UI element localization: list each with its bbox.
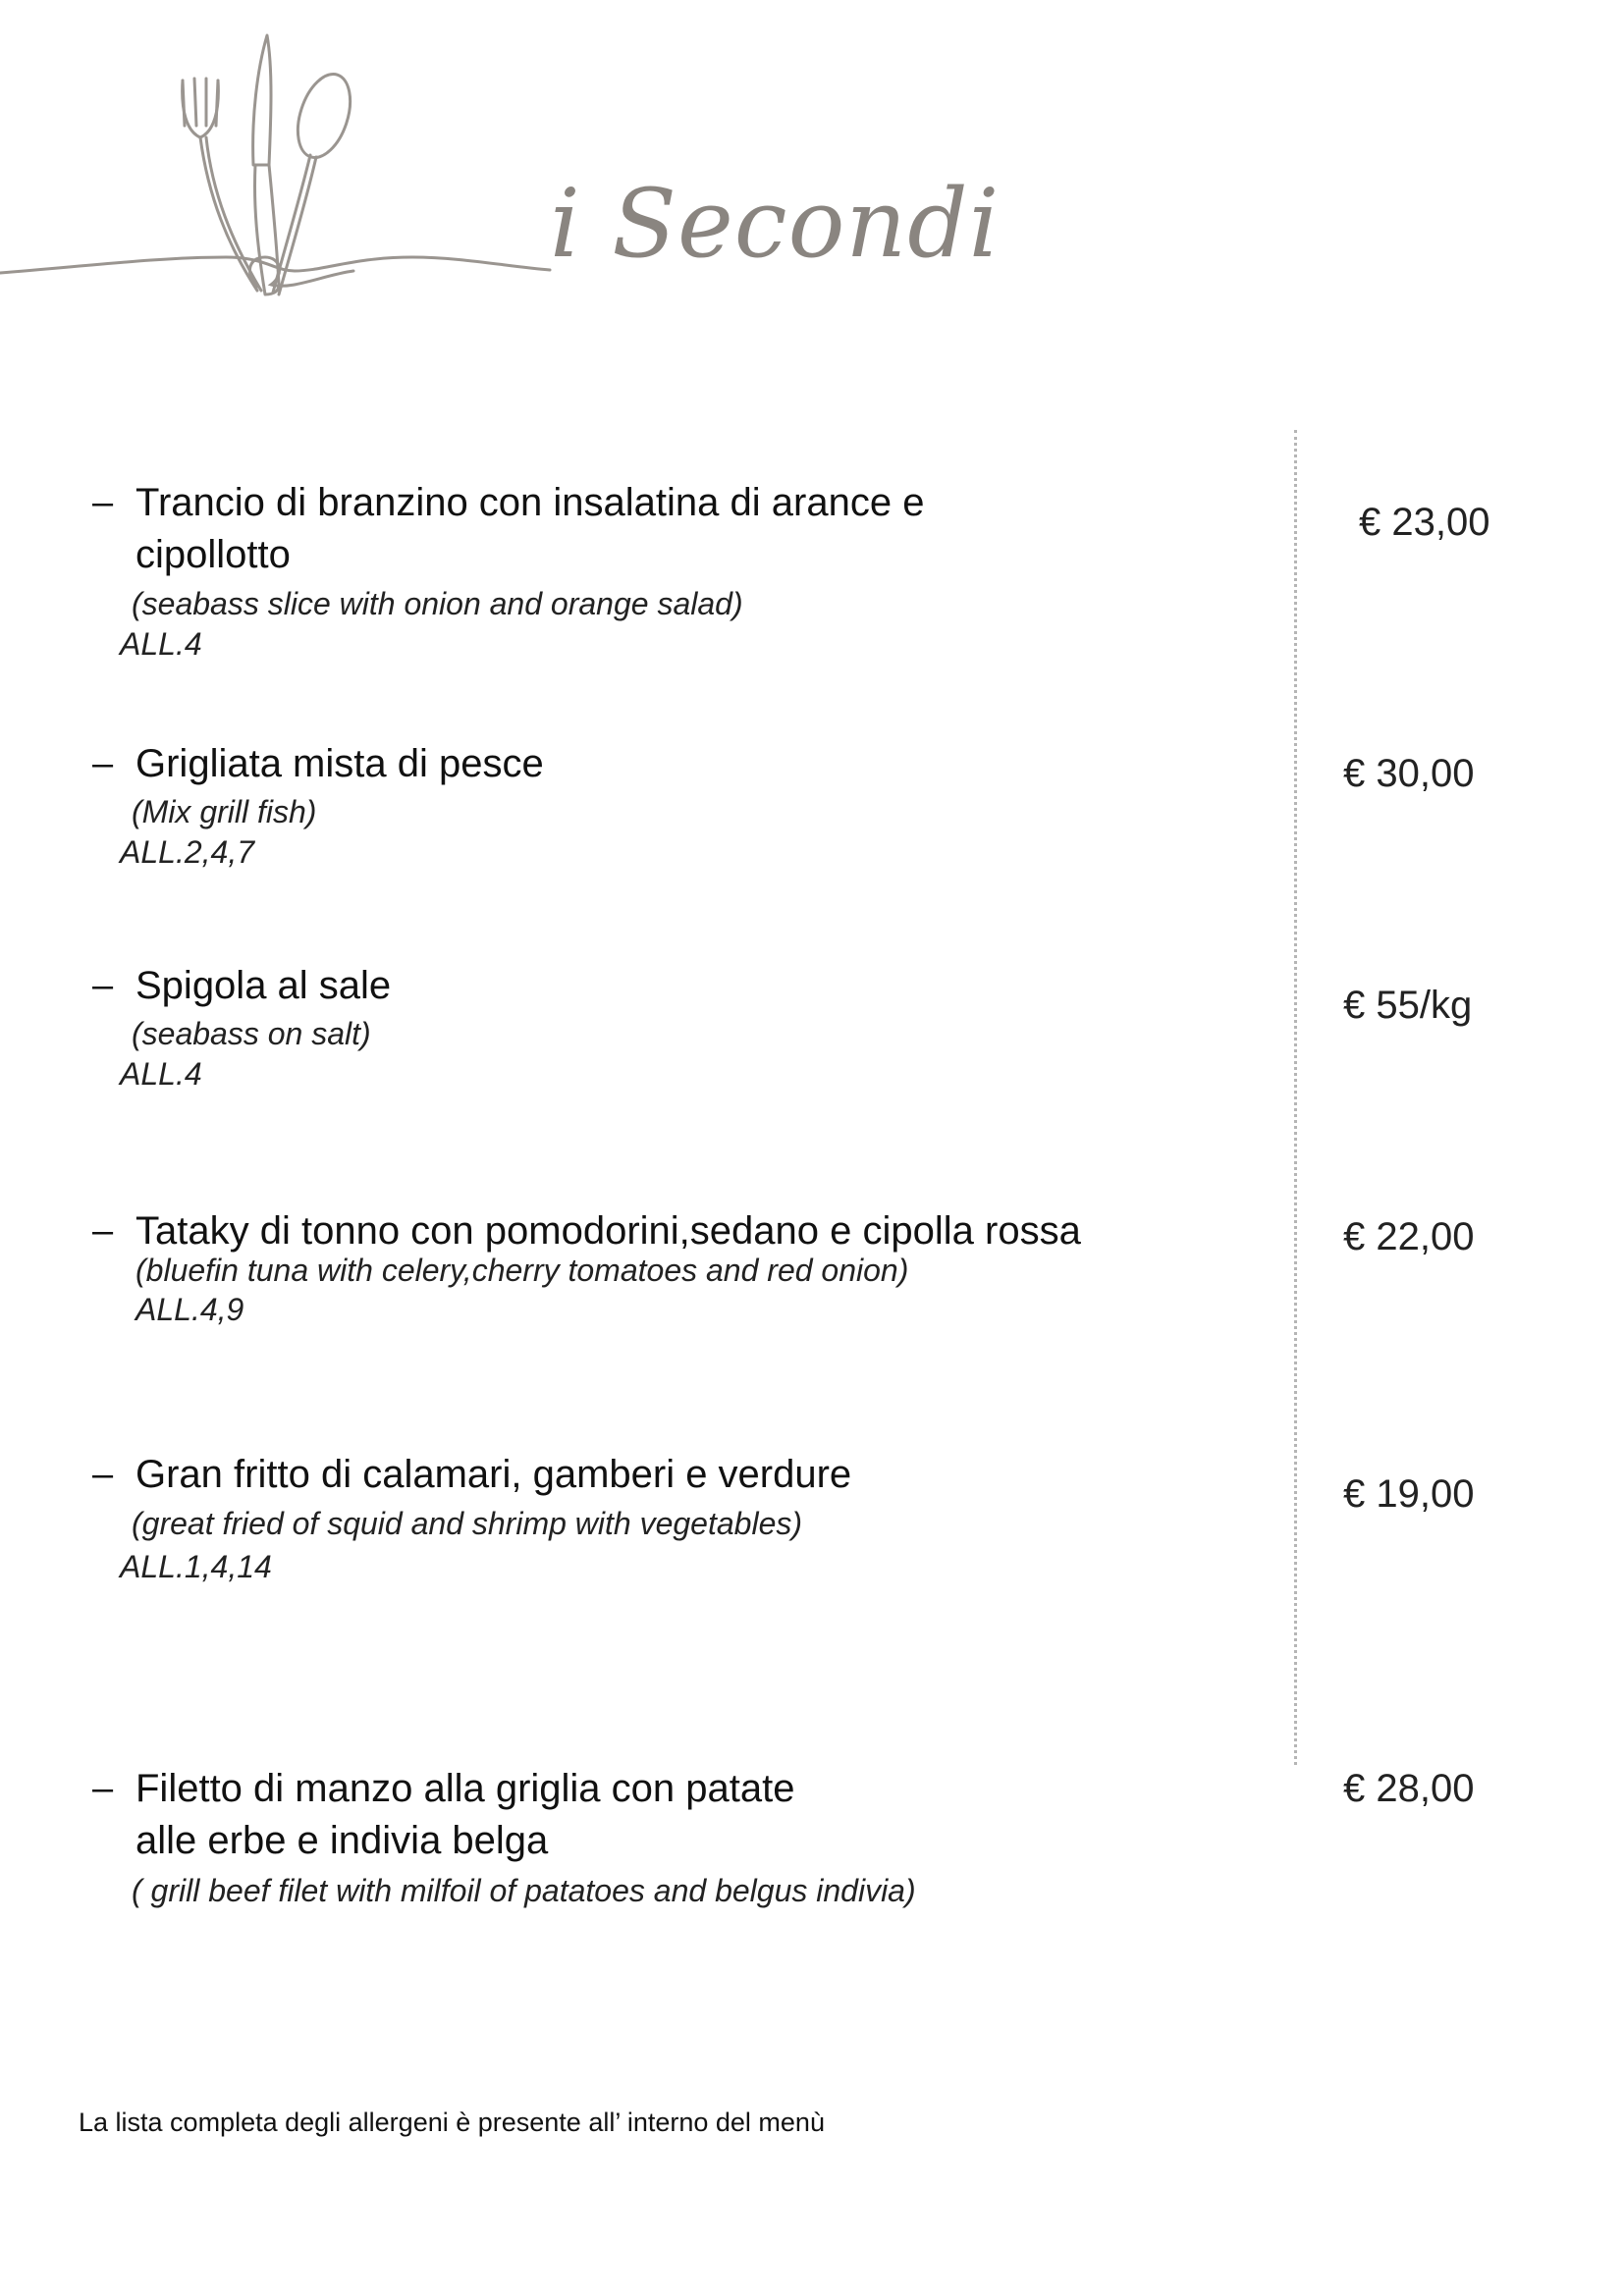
allergen-footer-note: La lista completa degli allergeni è presente all’ interno del menù xyxy=(79,2108,825,2137)
list-bullet-dash: – xyxy=(92,1768,114,1809)
dish-description: ( grill beef filet with milfoil of patatoes and belgus indivia) xyxy=(132,1873,916,1908)
dish-name xyxy=(135,738,1117,790)
dish-name xyxy=(135,1449,1117,1501)
dish-description: (seabass slice with onion and orange salad) xyxy=(132,586,743,621)
dish-name-line-1: Gran fritto di calamari, gamberi e verdure xyxy=(135,1453,852,1496)
dish-price: € 55/kg xyxy=(1343,984,1473,1027)
dish-description: (seabass on salt) xyxy=(132,1016,371,1051)
list-bullet-dash: – xyxy=(92,743,114,784)
dish-allergens: ALL.4,9 xyxy=(135,1292,244,1327)
dish-description: (great fried of squid and shrimp with vegetables) xyxy=(132,1506,803,1541)
dish-allergens: ALL.2,4,7 xyxy=(120,834,254,870)
dish-name-line-2: alle erbe e indivia belga xyxy=(135,1819,549,1862)
spoon-icon xyxy=(273,68,359,294)
dish-name xyxy=(135,960,1117,1012)
list-bullet-dash: – xyxy=(92,482,114,523)
dish-description: (Mix grill fish) xyxy=(132,794,317,829)
dish-description: (bluefin tuna with celery,cherry tomatoes and red onion) xyxy=(135,1253,909,1288)
dish-name xyxy=(135,477,1117,581)
dish-price: € 28,00 xyxy=(1343,1767,1475,1810)
dish-name-line-1: Filetto di manzo alla griglia con patate xyxy=(135,1767,795,1810)
dish-price: € 19,00 xyxy=(1343,1472,1475,1516)
dish-name-line-1: Spigola al sale xyxy=(135,964,392,1007)
dish-name-line-1: Grigliata mista di pesce xyxy=(135,742,544,785)
dish-allergens: ALL.4 xyxy=(120,1056,202,1092)
dish-name-line-2: cipollotto xyxy=(135,533,291,576)
dish-price: € 22,00 xyxy=(1343,1215,1475,1258)
dish-name-line-1: Trancio di branzino con insalatina di arance e xyxy=(135,481,925,524)
list-bullet-dash: – xyxy=(92,965,114,1006)
list-bullet-dash: – xyxy=(92,1454,114,1495)
knife-icon xyxy=(253,35,279,294)
dish-price: € 30,00 xyxy=(1343,752,1475,795)
list-bullet-dash: – xyxy=(92,1210,114,1252)
dish-price: € 23,00 xyxy=(1359,501,1490,544)
dish-allergens: ALL.1,4,14 xyxy=(120,1549,272,1584)
price-column-divider xyxy=(1294,430,1297,1765)
dish-name xyxy=(135,1763,1117,1867)
dish-name-line-1: Tataky di tonno con pomodorini,sedano e cipolla rossa xyxy=(135,1209,1081,1253)
dish-allergens: ALL.4 xyxy=(120,626,202,662)
section-title: i Secondi xyxy=(550,169,1001,279)
